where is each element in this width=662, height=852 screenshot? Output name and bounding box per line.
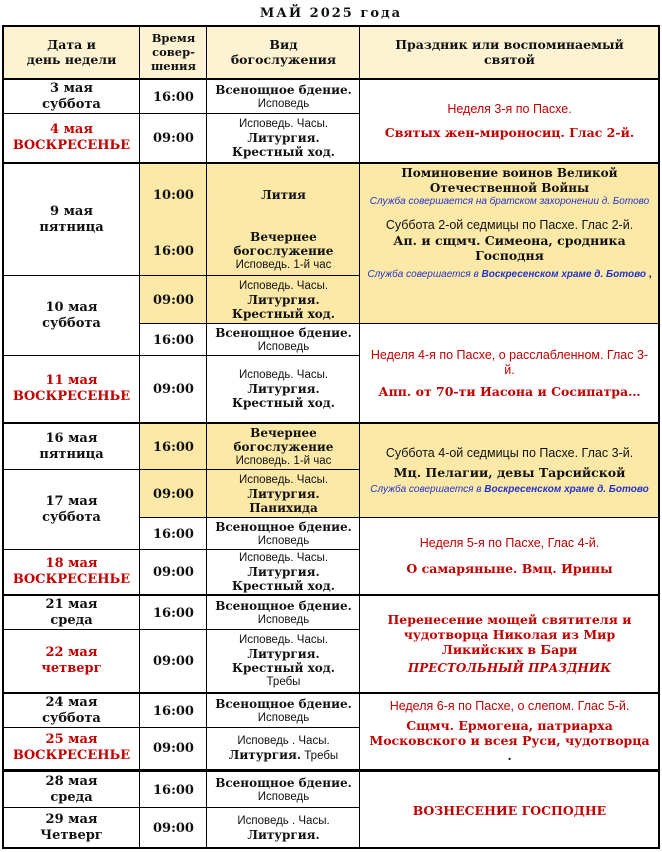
service-may-29: Исповедь . Часы. Литургия. bbox=[237, 815, 330, 842]
feast-may-3-4: Неделя 3-я по Пасхе. Святых жен-мироносиц. Глас 2-й. bbox=[384, 102, 635, 140]
frame-top bbox=[2, 25, 660, 27]
time-may-21: 16:00 bbox=[153, 605, 194, 621]
service-may-17-b: Всенощное бдение. Исповедь bbox=[215, 520, 352, 547]
service-may-21: Всенощное бдение. Исповедь bbox=[215, 599, 352, 626]
time-may-11: 09:00 bbox=[153, 381, 194, 397]
date-may-3: 3 мая суббота bbox=[42, 81, 101, 112]
page-title: МАЙ 2025 года bbox=[259, 6, 403, 21]
frame-right bbox=[658, 25, 660, 849]
time-may-10-b: 16:00 bbox=[153, 332, 194, 348]
time-may-29: 09:00 bbox=[153, 820, 194, 836]
date-may-25: 25 мая ВОСКРЕСЕНЬЕ bbox=[12, 732, 131, 763]
service-may-24: Всенощное бдение. Исповедь bbox=[215, 697, 352, 724]
frame-left bbox=[2, 25, 4, 849]
row-sep-24-25 bbox=[2, 727, 360, 728]
time-may-28: 16:00 bbox=[153, 782, 194, 798]
time-may-17-a: 09:00 bbox=[153, 486, 194, 502]
date-may-29: 29 мая Четверг bbox=[40, 812, 103, 843]
service-may-9-b: Вечернее богослужение Исповедь. 1-й час bbox=[233, 230, 334, 271]
date-may-22: 22 мая четверг bbox=[41, 645, 102, 676]
service-may-3: Всенощное бдение. Исповедь bbox=[215, 83, 352, 110]
service-may-11: Исповедь. Часы. Литургия. Крестный ход. bbox=[232, 369, 335, 410]
feast-may-9-10: Поминовение воинов Великой Отечественной Войны Служба совершается на братском захоронении д. Ботово Суббота 2-ой седмицы по Пасхе. Глас 2-й. Ап. и сщмч. Симеона, сродника Господня Служба совершается в Воскресенском храме д. Ботово , bbox=[367, 166, 652, 280]
time-may-24: 16:00 bbox=[153, 703, 194, 719]
date-may-16: 16 мая пятница bbox=[39, 431, 104, 462]
service-may-22: Исповедь. Часы. Литургия. Крестный ход. Требы bbox=[232, 634, 335, 688]
date-may-11: 11 мая ВОСКРЕСЕНЬЕ bbox=[12, 373, 131, 404]
feast-may-10-11: Неделя 4-я по Пасхе, о расслабленном. Глас 3-й. Апп. от 70-ти Иасона и Сосипатра… bbox=[370, 347, 649, 399]
row-sep-9-times bbox=[139, 225, 140, 226]
service-may-4: Исповедь. Часы. Литургия. Крестный ход. bbox=[232, 118, 335, 159]
feast-may-28-29: ВОЗНЕСЕНИЕ ГОСПОДНЕ bbox=[412, 802, 607, 818]
time-may-16: 16:00 bbox=[153, 439, 194, 455]
header-time: Время совер- шения bbox=[150, 31, 197, 73]
row-sep-10-ab bbox=[139, 323, 660, 324]
row-sep-21-22 bbox=[2, 629, 360, 630]
frame-bottom bbox=[2, 847, 660, 849]
header-service: Вид богослужения bbox=[230, 37, 337, 67]
row-sep-week5 bbox=[2, 769, 660, 772]
date-may-21: 21 мая среда bbox=[45, 597, 98, 628]
row-sep-week4 bbox=[2, 692, 660, 694]
header-date: Дата и день недели bbox=[26, 37, 117, 67]
feast-may-16-17: Суббота 4-ой седмицы по Пасхе. Глас 3-й. Мц. Пелагии, девы Тарсийской Служба совершается в Воскресенском храме д. Ботово bbox=[370, 446, 649, 495]
service-may-18: Исповедь. Часы. Литургия. Крестный ход. bbox=[232, 552, 335, 593]
time-may-9-a: 10:00 bbox=[153, 187, 194, 203]
row-sep-3-4 bbox=[2, 113, 360, 114]
feast-may-17-18: Неделя 5-я по Пасхе, Глас 4-й. О самаряныне. Вмц. Ирины bbox=[406, 536, 613, 576]
time-may-10-a: 09:00 bbox=[153, 292, 194, 308]
time-may-18: 09:00 bbox=[153, 564, 194, 580]
row-sep-17-ab bbox=[139, 517, 660, 518]
date-may-28: 28 мая среда bbox=[45, 774, 98, 805]
service-may-25: Исповедь . Часы. Литургия. Требы bbox=[228, 734, 339, 762]
col-divider-3 bbox=[359, 25, 360, 849]
row-sep-16-17 bbox=[2, 469, 360, 470]
header-feast: Праздник или воспоминаемый святой bbox=[395, 37, 624, 67]
date-may-17: 17 мая суббота bbox=[42, 494, 101, 525]
row-sep-header bbox=[2, 78, 660, 80]
date-may-10: 10 мая суббота bbox=[42, 300, 101, 331]
row-sep-9-10 bbox=[2, 275, 360, 276]
feast-may-24-25: Неделя 6-я по Пасхе, о слепом. Глас 5-й. Сщмч. Ермогена, патриарха Московского и всея Руси, чудотворца . bbox=[369, 699, 650, 763]
service-may-17-a: Исповедь. Часы. Литургия. Панихида bbox=[238, 474, 329, 515]
time-may-4: 09:00 bbox=[153, 130, 194, 146]
date-may-24: 24 мая суббота bbox=[42, 695, 101, 726]
row-sep-17-18 bbox=[2, 549, 360, 550]
date-may-4: 4 мая ВОСКРЕСЕНЬЕ bbox=[12, 122, 131, 153]
time-may-25: 09:00 bbox=[153, 740, 194, 756]
col-divider-2 bbox=[206, 25, 207, 849]
service-may-10-b: Всенощное бдение. Исповедь bbox=[215, 326, 352, 353]
service-may-16: Вечернее богослужение Исповедь. 1-й час bbox=[233, 426, 334, 467]
row-sep-week1 bbox=[2, 162, 660, 164]
service-may-10-a: Исповедь. Часы. Литургия. Крестный ход. bbox=[232, 280, 335, 321]
row-sep-week3 bbox=[2, 594, 660, 596]
row-sep-week2 bbox=[2, 422, 660, 424]
time-may-22: 09:00 bbox=[153, 653, 194, 669]
time-may-17-b: 16:00 bbox=[153, 526, 194, 542]
time-may-9-b: 16:00 bbox=[153, 243, 194, 259]
service-may-28: Всенощное бдение. Исповедь bbox=[215, 776, 352, 803]
row-sep-28-29 bbox=[2, 807, 360, 808]
date-may-9: 9 мая пятница bbox=[39, 204, 104, 235]
feast-may-21-22: Перенесение мощей святителя и чудотворца Николая из Мир Ликийских в Бари ПРЕСТОЛЬНЫЙ ПРАЗДНИК bbox=[387, 612, 632, 675]
row-sep-10-11 bbox=[2, 355, 360, 356]
date-may-18: 18 мая ВОСКРЕСЕНЬЕ bbox=[12, 556, 131, 587]
service-may-9-a: Лития bbox=[261, 188, 306, 202]
time-may-3: 16:00 bbox=[153, 89, 194, 105]
col-divider-1 bbox=[139, 25, 140, 849]
